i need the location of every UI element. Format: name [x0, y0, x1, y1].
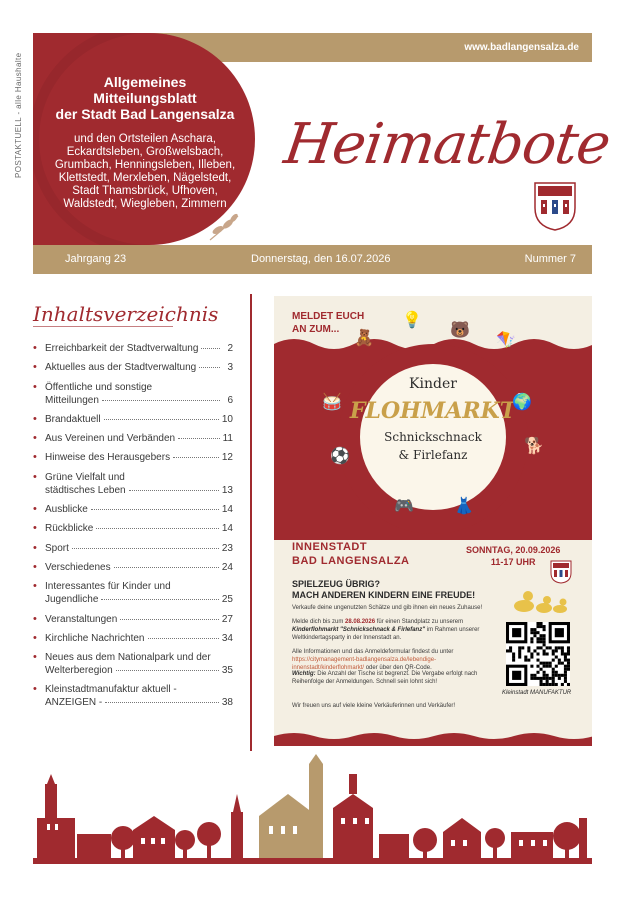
flea-market-advertisement	[274, 296, 592, 746]
header-text	[44, 74, 246, 211]
column-divider	[250, 294, 252, 751]
toc-page-number: 14	[221, 523, 233, 535]
toc-item[interactable]: • Öffentliche und sonstige Mitteilungen 6	[33, 381, 233, 407]
toc-leader-dots	[201, 348, 220, 349]
ad-paragraph-2: Melde dich bis zum 28.08.2026 für einen Standplatz zu unserem Kinderflohmarkt "Schnickschnack & Firlefanz" im Rahmen unserer Weltkindertagsparty in der Innenstadt an.	[292, 619, 480, 641]
globe-icon: 🌍	[512, 394, 532, 411]
coat-of-arms-icon	[532, 180, 578, 232]
ad-location: INNENSTADT BAD LANGENSALZA	[292, 541, 410, 567]
toc-item[interactable]	[33, 561, 233, 574]
toc-leader-dots	[72, 548, 219, 549]
volume: Jahrgang 23	[65, 253, 127, 265]
ad-headline: SPIELZEUG ÜBRIG? MACH ANDEREN KINDERN EINE FREUDE!	[292, 579, 476, 600]
toc-item[interactable]	[33, 413, 233, 426]
toc-page-number: 27	[221, 613, 233, 625]
ad-subtitle-2: & Firlefanz	[398, 448, 468, 462]
toc-item-label: Mitteilungen	[45, 394, 99, 406]
toc-page-number: 6	[227, 394, 233, 406]
toc-item-label: • Brandaktuell	[45, 413, 101, 425]
ad-paragraph-4: Wichtig: Die Anzahl der Tische ist begrenzt. Die Vergabe erfolgt nach Reihenfolge der Anmeldungen. Schnell sein lohnt sich!	[292, 671, 478, 685]
toc-item-label: • Sport	[45, 542, 69, 554]
toc-page-number: 14	[221, 504, 233, 516]
ad-date: SONNTAG, 20.09.2026 11-17 UHR	[466, 545, 561, 567]
toc-page-number: 23	[221, 542, 233, 554]
toc-item[interactable]: • Grüne Vielfalt und städtisches Leben 13	[33, 471, 233, 497]
gameboy-icon: 🎮	[394, 498, 414, 515]
districts-list: und den Ortsteilen Aschara, Eckardtsleben, Großwelsbach, Grumbach, Henningsleben, Illeben, Klettstedt, Merxleben, Nägelstedt, Stadt Thamsbrück, Ufhoven, Waldstedt, Wiegleben, Zimmern	[54, 133, 236, 210]
toc-item[interactable]	[33, 613, 233, 626]
wave-bottom-decoration	[274, 730, 592, 746]
table-of-contents	[33, 342, 233, 716]
toc-leader-dots	[104, 419, 219, 420]
city-skyline-illustration	[33, 754, 592, 864]
toc-page-number: 35	[221, 665, 233, 677]
teddy-icon: 🧸	[354, 330, 374, 347]
toc-leader-dots	[129, 490, 219, 491]
masthead-title: Heimatbote	[280, 112, 614, 177]
toc-item[interactable]	[33, 522, 233, 535]
toc-leader-dots	[91, 509, 219, 510]
ad-paragraph-3: Alle Informationen und das Anmeldeformular findest du unter https://citymanagement-badlangensalza.de/lebendige-innenstadt/kinderflohmarkt/ oder über den QR-Code.	[292, 649, 454, 671]
toc-page-number: 24	[221, 561, 233, 573]
distribution-label: POSTAKTUELL - alle Haushalte	[14, 52, 23, 178]
toc-item[interactable]: • Neues aus dem Nationalpark und der Welterberegion 35	[33, 651, 233, 677]
bear-icon: 🐻	[450, 322, 470, 339]
toc-leader-dots	[114, 567, 219, 568]
dress-icon: 👗	[454, 498, 474, 515]
issue-info-band	[33, 245, 592, 274]
toc-leader-dots	[96, 528, 219, 529]
toc-item-label: Jugendliche	[45, 594, 99, 606]
toc-item[interactable]	[33, 542, 233, 555]
lamp-icon: 💡	[402, 312, 422, 329]
drum-icon: 🥁	[322, 394, 342, 411]
leaf-branch-icon	[208, 212, 242, 242]
ad-flohmarkt: FLOHMARKT	[349, 398, 517, 424]
website-url[interactable]: www.badlangensalza.de	[464, 42, 579, 53]
toc-item-label: • Kirchliche Nachrichten	[45, 632, 145, 644]
toc-leader-dots	[120, 619, 219, 620]
toc-item-label: • Erreichbarkeit der Stadtverwaltung	[45, 343, 199, 354]
toc-leader-dots	[173, 457, 219, 458]
ad-intro: MELDET EUCH AN ZUM...	[292, 311, 365, 335]
ball-icon: ⚽	[330, 448, 350, 465]
ad-paragraph-5: Wir freuen uns auf viele kleine Verkäuferinnen und Verkäufer!	[292, 703, 456, 709]
issue-date: Donnerstag, den 16.07.2026	[251, 253, 391, 265]
toc-item-label: • Aktuelles aus der Stadtverwaltung	[45, 362, 197, 374]
toc-page-number: 10	[221, 413, 233, 425]
toc-page-number: 3	[227, 362, 233, 374]
toc-leader-dots	[199, 367, 220, 368]
ad-kinder: Kinder	[409, 376, 457, 392]
toc-page-number: 38	[221, 697, 233, 709]
toc-item[interactable]	[33, 361, 233, 374]
toc-title: Inhaltsverzeichnis	[33, 302, 219, 326]
toc-item[interactable]: • Kleinstadtmanufaktur aktuell - ANZEIGEN - 38	[33, 683, 233, 709]
toc-item[interactable]	[33, 342, 233, 355]
rubber-ducks-icon	[512, 584, 572, 614]
toc-page-number: 25	[221, 594, 233, 606]
publication-type: Allgemeines Mitteilungsblatt der Stadt Bad Langensalza	[55, 74, 235, 122]
toc-item-label: • Veranstaltungen	[45, 613, 118, 625]
toc-page-number: 34	[221, 632, 233, 644]
toc-page-number: 2	[227, 343, 233, 354]
toc-item-label: ANZEIGEN -	[45, 697, 103, 709]
toc-item-label: Welterberegion	[45, 665, 113, 677]
toc-item[interactable]	[33, 632, 233, 645]
toc-item[interactable]: • Interessantes für Kinder und Jugendliche 25	[33, 580, 233, 606]
toc-leader-dots	[101, 599, 219, 600]
toc-item-label: städtisches Leben	[45, 484, 126, 496]
issue-number: Nummer 7	[524, 253, 576, 265]
toc-item-label: • Ausblicke	[45, 504, 88, 516]
dog-toy-icon: 🐕	[524, 438, 544, 455]
toc-item[interactable]	[33, 432, 233, 445]
coat-of-arms-small-icon	[550, 560, 572, 584]
toc-page-number: 13	[221, 484, 233, 496]
qr-code[interactable]	[506, 622, 570, 686]
toc-leader-dots	[102, 400, 220, 401]
ad-subtitle-1: Schnickschnack	[384, 430, 482, 444]
brand-logo: Kleinstadt MANUFAKTUR	[502, 690, 572, 696]
toc-item[interactable]	[33, 451, 233, 464]
toc-item-label: • Hinweise des Herausgebers	[45, 452, 171, 464]
ad-paragraph-1: Verkaufe deine ungenutzten Schätze und gib ihnen ein neues Zuhause!	[292, 605, 483, 611]
toc-underline	[33, 326, 173, 327]
toc-leader-dots	[105, 702, 219, 703]
toc-leader-dots	[116, 670, 219, 671]
toc-item[interactable]	[33, 503, 233, 516]
toc-page-number: 11	[222, 433, 233, 445]
toc-item-label: • Verschiedenes	[45, 561, 111, 573]
toc-leader-dots	[148, 638, 219, 639]
registration-link[interactable]: https://citymanagement-badlangensalza.de/lebendige-innenstadt/kinderflohmarkt/	[292, 657, 437, 671]
toc-leader-dots	[178, 438, 220, 439]
toc-item-label: • Aus Vereinen und Verbänden	[45, 433, 176, 445]
toc-page-number: 12	[221, 452, 233, 464]
toc-item-label: • Rückblicke	[45, 523, 94, 535]
kite-icon: 🪁	[496, 332, 516, 349]
